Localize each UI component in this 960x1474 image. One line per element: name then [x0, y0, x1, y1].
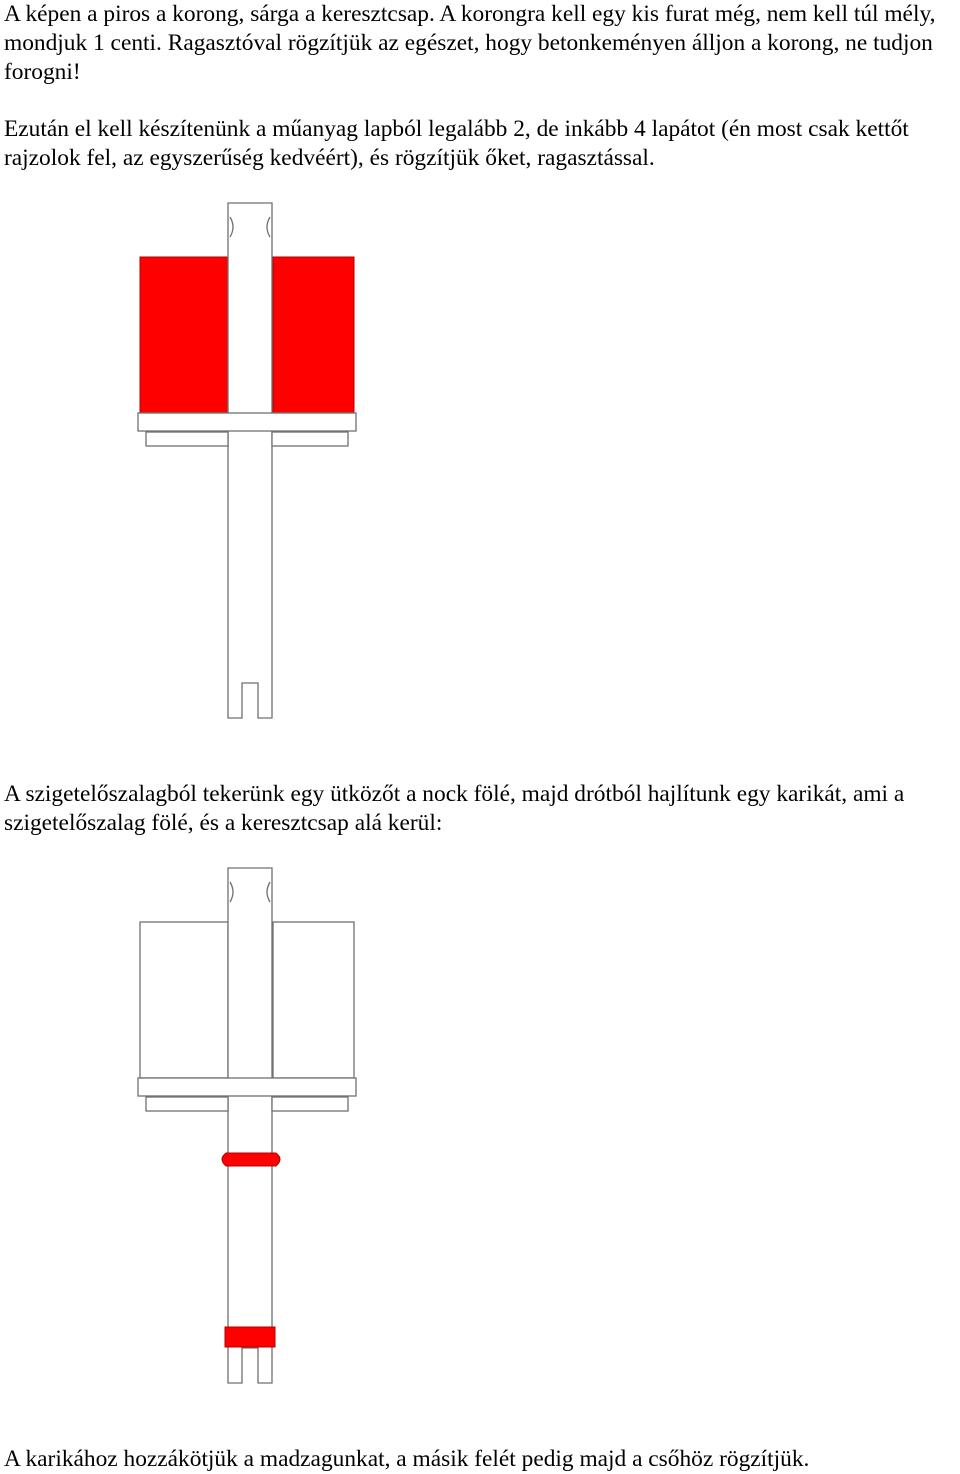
disc-lower-left: [146, 432, 228, 446]
disc-top: [138, 413, 356, 431]
paragraph-stopper-ring: A szigetelőszalagból tekerünk egy ütközőt a nock fölé, majd drótból hajlítunk egy karikát, ami a szigetelőszalag fölé, és a keresztcsap alá kerül:: [4, 781, 905, 836]
paragraph-disc-description: A képen a piros a korong, sárga a keresztcsap. A korongra kell egy kis furat még, nem kell túl mély, mondjuk 1 centi. Ragasztóval rögzítjük az egészet, hogy betonkeményen álljon a korong, ne tudjon forogni!: [4, 1, 936, 85]
blade-right: [273, 922, 354, 1078]
blade-left: [140, 257, 228, 413]
paragraph-string: A karikához hozzákötjük a madzagunkat, a másik felét pedig majd a csőhöz rögzítjük.: [4, 1446, 810, 1472]
diagram-stopper-and-ring: [0, 860, 380, 1390]
shaft: [228, 203, 272, 718]
shaft: [228, 868, 272, 1383]
disc-top: [138, 1078, 356, 1096]
disc-lower-right: [272, 1097, 348, 1111]
wire-ring: [222, 1153, 280, 1166]
disc-lower-right: [272, 432, 348, 446]
blade-right: [273, 257, 354, 413]
diagram-blades-attached: [0, 195, 380, 725]
blade-left: [140, 922, 228, 1078]
tape-stopper: [225, 1327, 275, 1347]
paragraph-blades: Ezután el kell készítenünk a műanyag lapból legalább 2, de inkább 4 lapátot (én most csak kettőt rajzolok fel, az egyszerűség kedvéért), és rögzítjük őket, ragasztással.: [4, 116, 909, 171]
disc-lower-left: [146, 1097, 228, 1111]
